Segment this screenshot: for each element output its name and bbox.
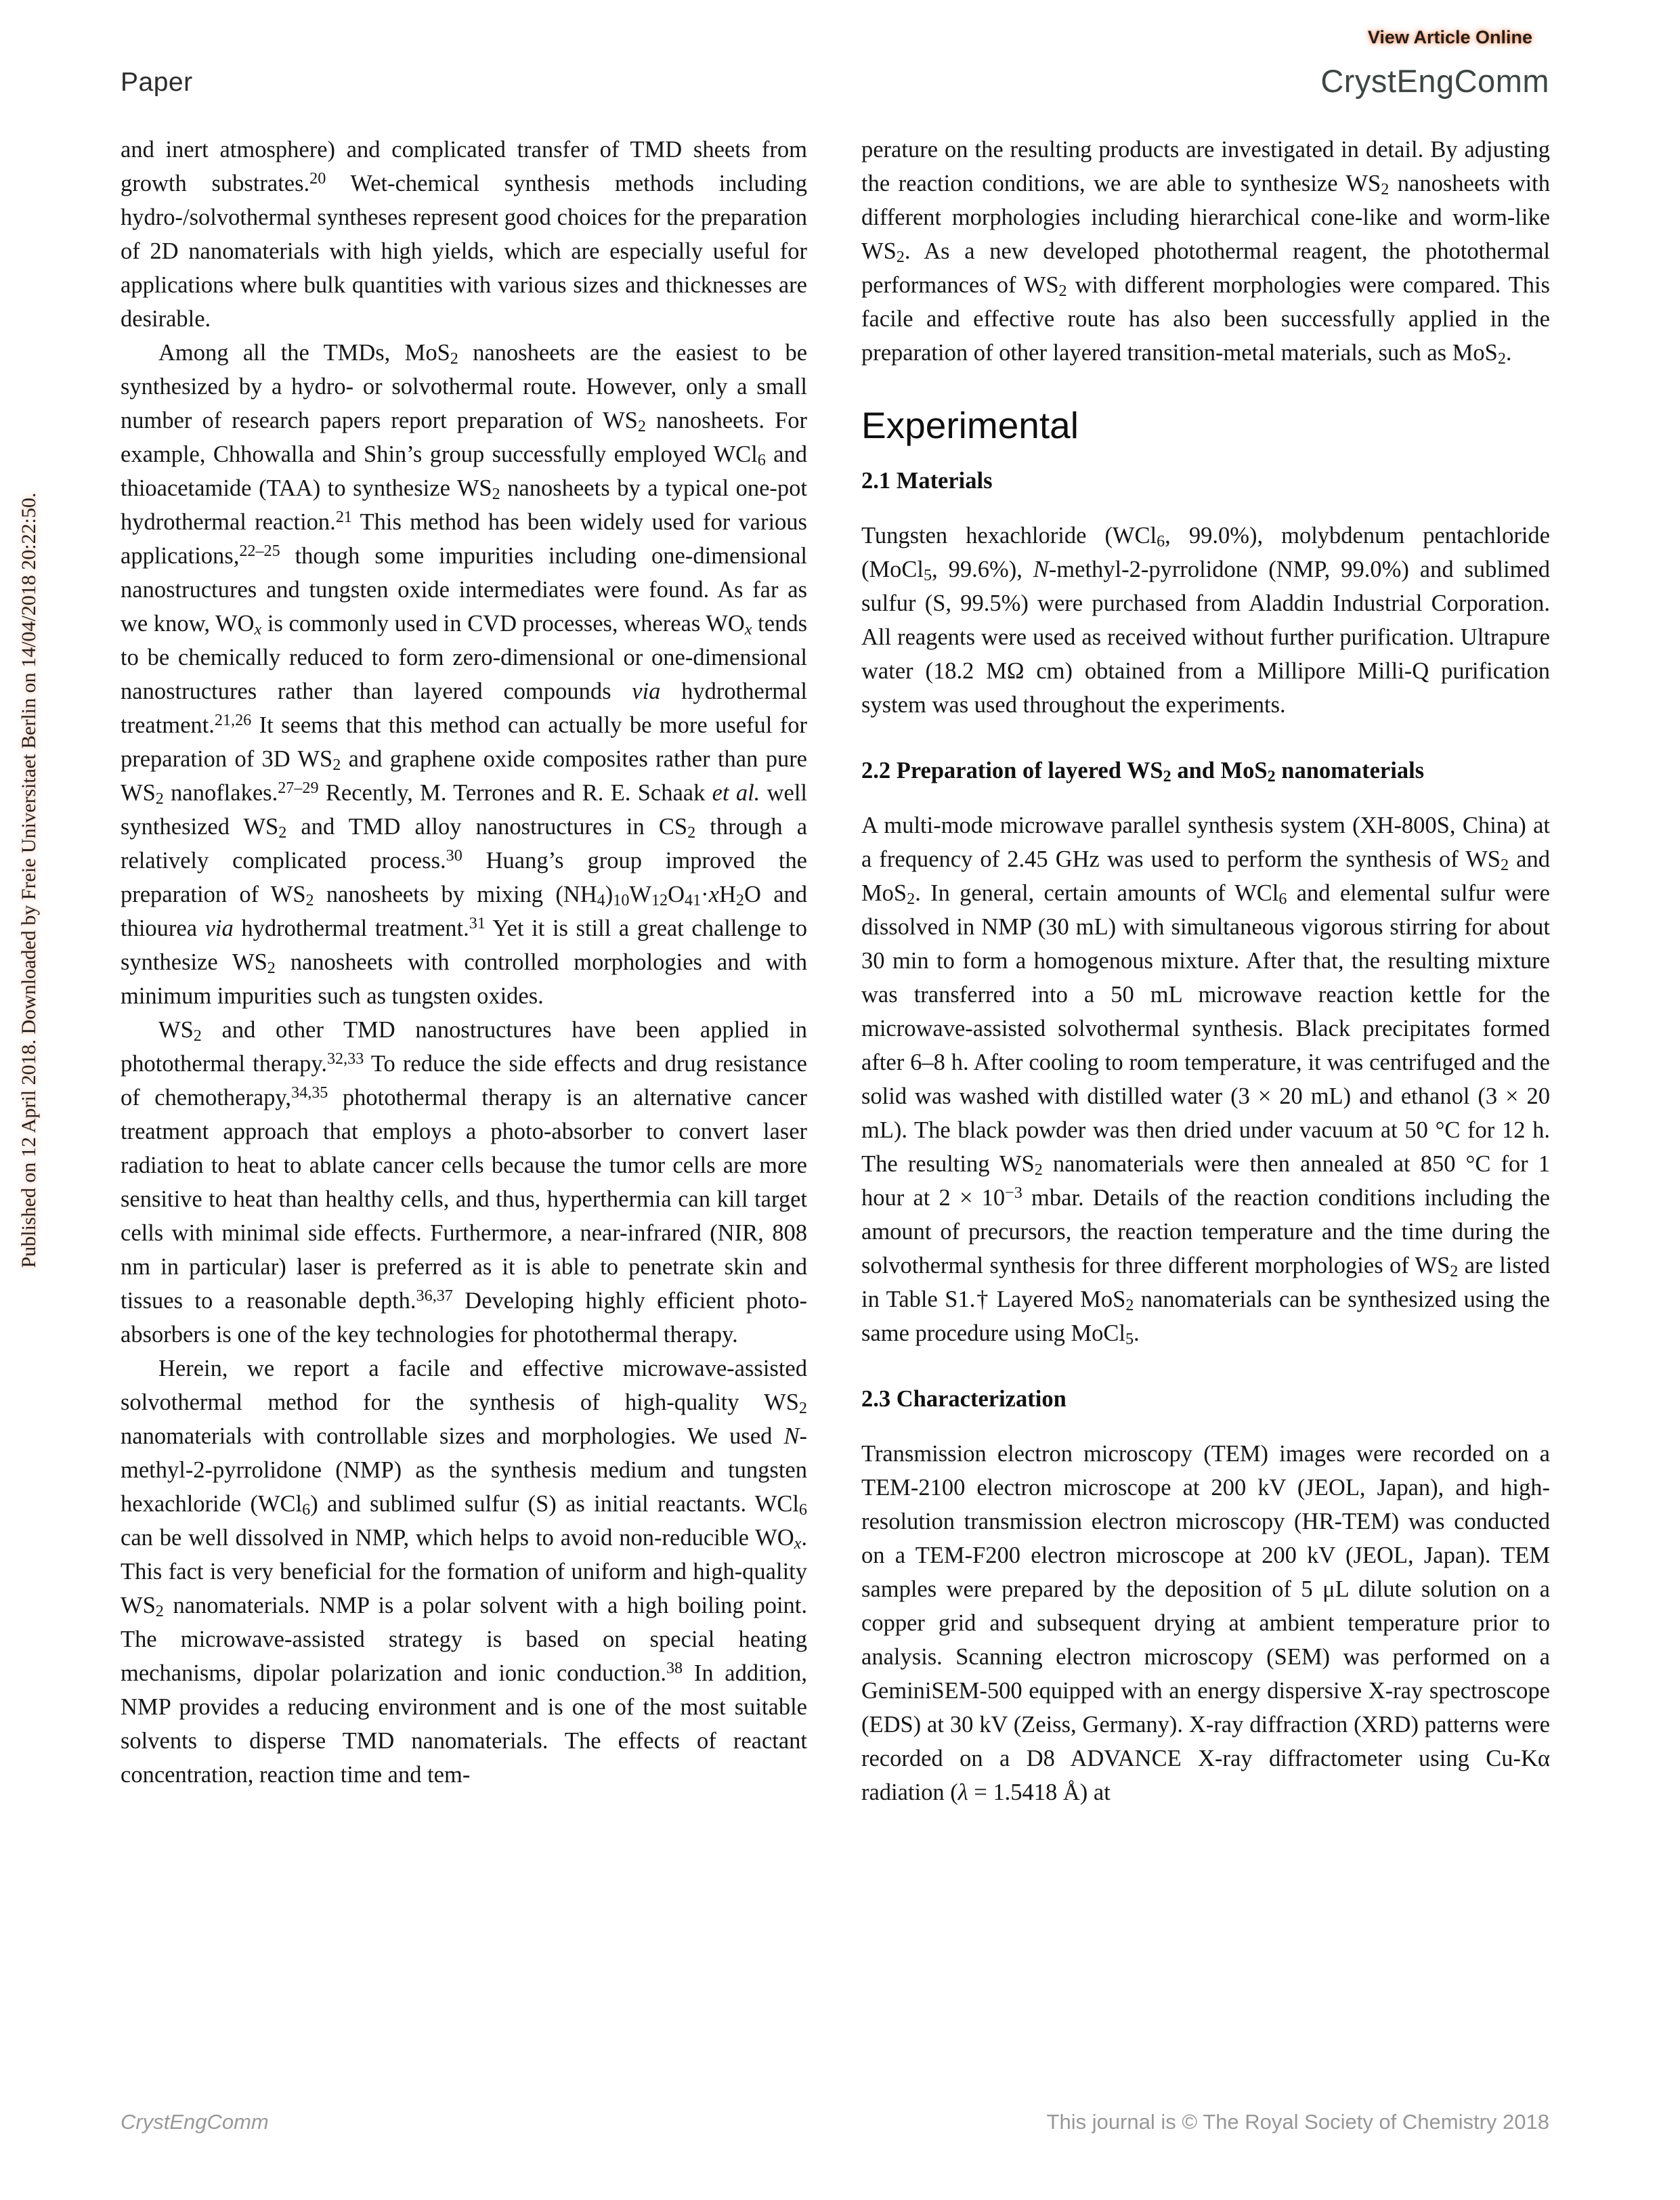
paragraph: perature on the resulting products are investigated in detail. By adjusting the reaction conditions, we are able to synthesize $WS_2$ nanosheets with different morphologies including hierarchical cone-like and worm-like $WS_2$. As a new developed photothermal reagent, the photothermal performances of $WS_2$ with different morphologies were compared. This facile and effective route has also been successfully applied in the preparation of other layered transition-metal materials, such as MoS$_2$. <box>861 137 1550 368</box>
paragraph: Herein, we report a facile and effective microwave-assisted solvothermal method for the synthesis of high-quality $WS_2$ nanomaterials with controllable sizes and morphologies. We used N-methyl-2-pyrrolidone (NMP) as the synthesis medium and tungsten hexachloride (WCl$_6$) and sublimed sulfur (S) as initial reactants. WCl$_6$ can be well dissolved in NMP, which helps to avoid non-reducible $WO_x$. This fact is very beneficial for the formation of uniform and high-quality $WS_2$ nanomaterials. NMP is a polar solvent with a high boiling point. The microwave-assisted strategy is based on special heating mechanisms, dipolar polarization and ionic conduction.$^{38}$ In addition, NMP provides a reducing environment and is one of the most suitable solvents to disperse TMD nanomaterials. The effects of reactant concentration, reaction time and tem- <box>121 1356 807 1788</box>
view-article-online-link[interactable]: View Article Online <box>1367 27 1532 47</box>
journal-name: CrystEngComm <box>1320 63 1549 99</box>
section-heading-experimental: Experimental <box>861 404 1079 446</box>
paragraph: A multi-mode microwave parallel synthesis system (XH-800S, China) at a frequency of 2.45 GHz was used to perform the synthesis of $WS_2$ and MoS$_2$. In general, certain amounts of WCl$_6$ and elemental sulfur were dissolved in NMP (30 mL) with simultaneous vigorous stirring for about 30 min to form a homogenous mixture. After that, the resulting mixture was transferred into a 50 mL microwave reaction kettle for the microwave-assisted solvothermal synthesis. Black precipitates formed after 6–8 h. After cooling to room temperature, it was centrifuged and the solid was washed with distilled water (3 × 20 mL) and ethanol (3 × 20 mL). The black powder was then dried under vacuum at 50 °C for 12 h. The resulting $WS_2$ nanomaterials were then annealed at 850 °C for 1 hour at $2 \times 10^{-3}$ mbar. Details of the reaction conditions including the amount of precursors, the reaction temperature and the time during the solvothermal synthesis for three different morphologies of $WS_2$ are listed in Table S1.† Layered MoS$_2$ nanomaterials can be synthesized using the same procedure using MoCl$_5$. <box>861 813 1551 1349</box>
footer-journal-name: CrystEngComm <box>121 2110 269 2134</box>
footer-copyright: This journal is © The Royal Society of Chemistry 2018 <box>1046 2110 1549 2134</box>
left-column <box>121 133 807 1792</box>
deposit-stamp-text: Published on 12 April 2018. Downloaded by Freie Universitaet Berlin on 14/04/2018 20:22:50. <box>18 492 40 1268</box>
subsection-heading-materials: 2.1 Materials <box>861 468 993 494</box>
right-column <box>861 133 1550 1809</box>
paragraph: and inert atmosphere) and complicated transfer of TMD sheets from growth substrates.$^{20}$ Wet-chemical synthesis methods including hydro-/solvothermal syntheses represent good choices for the preparation of 2D nanomaterials with high yields, which are especially useful for applications where bulk quantities with various sizes and thicknesses are desirable. <box>121 137 807 332</box>
paragraph: Tungsten hexachloride (WCl$_6$, 99.0%), molybdenum pentachloride (MoCl$_5$, 99.6%), N-methyl-2-pyrrolidone (NMP, 99.0%) and sublimed sulfur (S, 99.5%) were purchased from Aladdin Industrial Corporation. All reagents were used as received without further purification. Ultrapure water (18.2 MΩ cm) obtained from a Millipore Milli-Q purification system was used throughout the experiments. <box>861 523 1550 718</box>
subsection-heading-characterization: 2.3 Characterization <box>861 1386 1067 1412</box>
paragraph: $WS_2$ and other TMD nanostructures have been applied in photothermal therapy.$^{32,33}$ To reduce the side effects and drug resistance of chemotherapy,$^{34,35}$ photothermal therapy is an alternative cancer treatment approach that employs a photo-absorber to convert laser radiation to heat to ablate cancer cells because the tumor cells are more sensitive to heat than healthy cells, and thus, hyperthermia can kill target cells with minimal side effects. Furthermore, a near-infrared (NIR, 808 nm in particular) laser is preferred as it is able to penetrate skin and tissues to a reasonable depth.$^{36,37}$ Developing highly efficient photo-absorbers is one of the key technologies for photothermal therapy. <box>121 1017 807 1347</box>
paragraph: Transmission electron microscopy (TEM) images were recorded on a TEM-2100 electron microscope at 200 kV (JEOL, Japan), and high-resolution transmission electron microscopy (HR-TEM) was conducted on a TEM-F200 electron microscope at 200 kV (JEOL, Japan). TEM samples were prepared by the deposition of 5 μL dilute solution on a copper grid and subsequent drying at ambient temperature prior to analysis. Scanning electron microscopy (SEM) was performed on a GeminiSEM-500 equipped with an energy dispersive X-ray spectroscope (EDS) at 30 kV (Zeiss, Germany). X-ray diffraction (XRD) patterns were recorded on a D8 ADVANCE X-ray diffractometer using Cu-Kα radiation (λ = 1.5418 Å) at <box>861 1441 1550 1805</box>
deposit-stamp <box>5 440 57 1320</box>
article-type-label: Paper <box>121 68 193 97</box>
paragraph: Among all the TMDs, MoS$_2$ nanosheets are the easiest to be synthesized by a hydro- or solvothermal route. However, only a small number of research papers report preparation of $WS_2$ nanosheets. For example, Chhowalla and Shin’s group successfully employed WCl$_6$ and thioacetamide (TAA) to synthesize $WS_2$ nanosheets by a typical one-pot hydrothermal reaction.$^{21}$ This method has been widely used for various applications,$^{22-25}$ though some impurities including one-dimensional nanostructures and tungsten oxide intermediates were found. As far as we know, $WO_x$ is commonly used in CVD processes, whereas $WO_x$ tends to be chemically reduced to form zero-dimensional or one-dimensional nanostructures rather than layered compounds via hydrothermal treatment.$^{21,26}$ It seems that this method can actually be more useful for preparation of 3D $WS_2$ and graphene oxide composites rather than pure $WS_2$ nanoflakes.$^{27-29}$ Recently, M. Terrones and R. E. Schaak et al. well synthesized $WS_2$ and TMD alloy nanostructures in $CS_2$ through a relatively complicated process.$^{30}$ Huang’s group improved the preparation of $WS_2$ nanosheets by mixing $(NH_4)_{10}W_{12}O_{41}\cdot xH_2O$ and thiourea via hydrothermal treatment.$^{31}$ Yet it is still a great challenge to synthesize $WS_2$ nanosheets with controlled morphologies and with minimum impurities such as tungsten oxides. <box>121 340 808 1009</box>
subsection-heading-preparation: 2.2 Preparation of layered $WS_2$ and MoS$_2$ nanomaterials <box>861 758 1425 786</box>
